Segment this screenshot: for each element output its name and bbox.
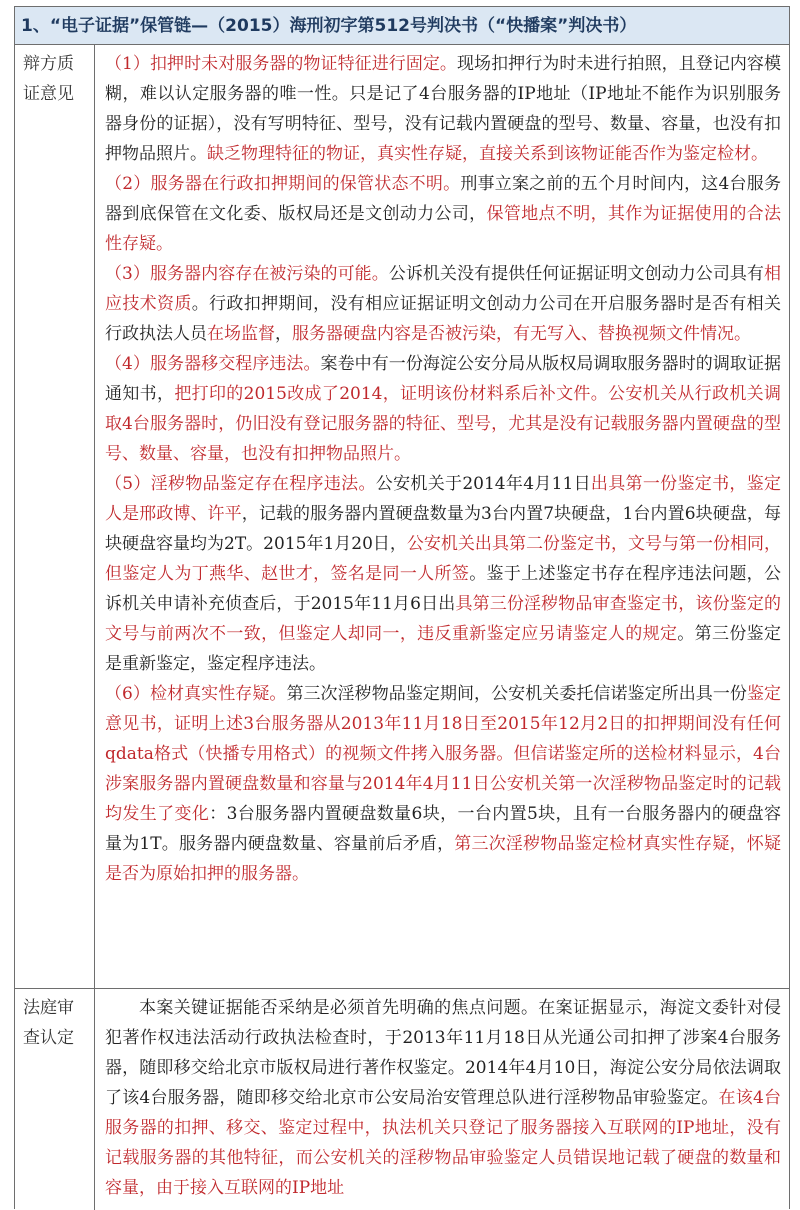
defense-segment: 。第三份鉴定是重新鉴定，鉴定程序违法。 — [105, 624, 782, 674]
defense-segment: 相应技术资质 — [105, 264, 781, 314]
defense-segment: 具第三份淫秽物品审查鉴定书，该份鉴定的文号与前两次不一致，但鉴定人却同一，违反重新鉴定应另请鉴定人的规定 — [105, 594, 782, 644]
defense-row — [15, 45, 789, 989]
court-label: 法庭审查认定 — [15, 989, 95, 1210]
defense-segment: （1）扣押时未对服务器的物证特征进行固定。 — [105, 54, 457, 74]
defense-segment: 把打印的2015改成了2014，证明该份材料系后补文件。公安机关从行政机关调取4台服务器时，仍旧没有登记服务器的特征、型号，尤其是没有记载服务器内置硬盘的型号、数量、容量，也没有扣押物品照片。 — [105, 384, 781, 464]
defense-segment: 在场监督 — [207, 324, 275, 344]
defense-segment: （5）淫秽物品鉴定存在程序违法。 — [105, 474, 376, 494]
defense-segment: 公安机关出具第二份鉴定书，文号与第一份相同，但鉴定人为丁燕华、赵世才，签名是同一人所签 — [105, 534, 781, 584]
court-content — [95, 989, 789, 1210]
defense-segment: 现场扣押行为时未进行拍照，且登记内容模糊，难以认定服务器的唯一性。只是记了4台服务器的IP地址（IP地址不能作为识别服务器身份的证据），没有写明特征、型号，没有记载内置硬盘的型号、数量、容量，也没有扣押物品照片。 — [105, 54, 781, 164]
defense-item — [105, 469, 781, 679]
court-segment: 本案关键证据能否采纳是必须首先明确的焦点问题。在案证据显示，海淀文委针对侵犯著作权违法活动行政执法检查时，于2013年11月18日从光通公司扣押了涉案4台服务器，随即移交给北京市版权局进行著作权鉴定。2014年4月10日，海淀公安分局依法调取了该4台服务器，随即移交给北京市公安局治安管理总队进行淫秽物品审验鉴定。 — [105, 998, 781, 1108]
defense-segment: ，记载的服务器内置硬盘数量为3台内置7块硬盘，1台内置6块硬盘，每块硬盘容量均为2T。2015年1月20日， — [105, 504, 781, 554]
defense-segment: 服务器硬盘内容是否被污染，有无写入、替换视频文件情况。 — [292, 324, 751, 344]
defense-segment: 。鉴于上述鉴定书存在程序违法问题，公诉机关申请补充侦查后，于2015年11月6日出 — [105, 564, 782, 614]
defense-segment: 第三次淫秽物品鉴定期间，公安机关委托信诺鉴定所出具一份 — [286, 684, 747, 704]
court-paragraph — [105, 993, 781, 1203]
defense-segment: （6）检材真实性存疑。 — [105, 684, 287, 704]
defense-label: 辩方质证意见 — [15, 45, 95, 988]
defense-segment: 第三次淫秽物品鉴定检材真实性存疑，怀疑是否为原始扣押的服务器。 — [105, 834, 782, 884]
defense-segment: （3）服务器内容存在被污染的可能。 — [105, 264, 389, 284]
defense-segment: ， — [275, 324, 292, 344]
defense-segment: 公安机关于2014年4月11日 — [375, 474, 591, 494]
defense-segment: （2）服务器在行政扣押期间的保管状态不明。 — [105, 174, 461, 194]
defense-segment: 缺乏物理特征的物证，真实性存疑，直接关系到该物证能否作为鉴定检材。 — [207, 144, 768, 164]
defense-item — [105, 679, 781, 889]
defense-item — [105, 49, 781, 169]
evidence-table — [14, 6, 790, 1209]
defense-segment: 鉴定意见书，证明上述3台服务器从2013年11月18日至2015年12月2日的扣押期间没有任何qdata格式（快播专用格式）的视频文件拷入服务器。但信诺鉴定所的送检材料显示，4台涉案服务器内置硬盘数量和容量与2014年4月11日公安机关第一次淫秽物品鉴定时的记载均发生了变化 — [105, 684, 782, 824]
table-title: 1、“电子证据”保管链—（2015）海刑初字第512号判决书（“快播案”判决书） — [15, 7, 789, 45]
defense-item — [105, 259, 781, 349]
defense-segment: 刑事立案之前的五个月时间内，这4台服务器到底保管在文化委、版权局还是文创动力公司， — [105, 174, 781, 224]
defense-segment: 保管地点不明，其作为证据使用的合法性存疑。 — [105, 204, 782, 254]
defense-segment: 公诉机关没有提供任何证据证明文创动力公司具有 — [388, 264, 764, 284]
defense-segment: 。行政扣押期间，没有相应证据证明文创动力公司在开启服务器时是否有相关行政执法人员 — [105, 294, 782, 344]
court-row — [15, 989, 789, 1210]
defense-segment: ：3台服务器内置硬盘数量6块，一台内置5块，且有一台服务器内的硬盘容量为1T。服务器内硬盘数量、容量前后矛盾， — [105, 804, 782, 854]
defense-item — [105, 349, 781, 469]
defense-item — [105, 169, 781, 259]
court-segment: 在该4台服务器的扣押、移交、鉴定过程中，执法机关只登记了服务器接入互联网的IP地址，没有记载服务器的其他特征，而公安机关的淫秽物品审验鉴定人员错误地记载了硬盘的数量和容量，由于接入互联网的IP地址 — [105, 1088, 781, 1198]
defense-segment: （4）服务器移交程序违法。 — [105, 354, 321, 374]
defense-content — [95, 45, 789, 988]
defense-segment: 出具第一份鉴定书，鉴定人是邢政博、许平 — [105, 474, 782, 524]
defense-segment: 案卷中有一份海淀公安分局从版权局调取服务器时的调取证据通知书， — [105, 354, 781, 404]
